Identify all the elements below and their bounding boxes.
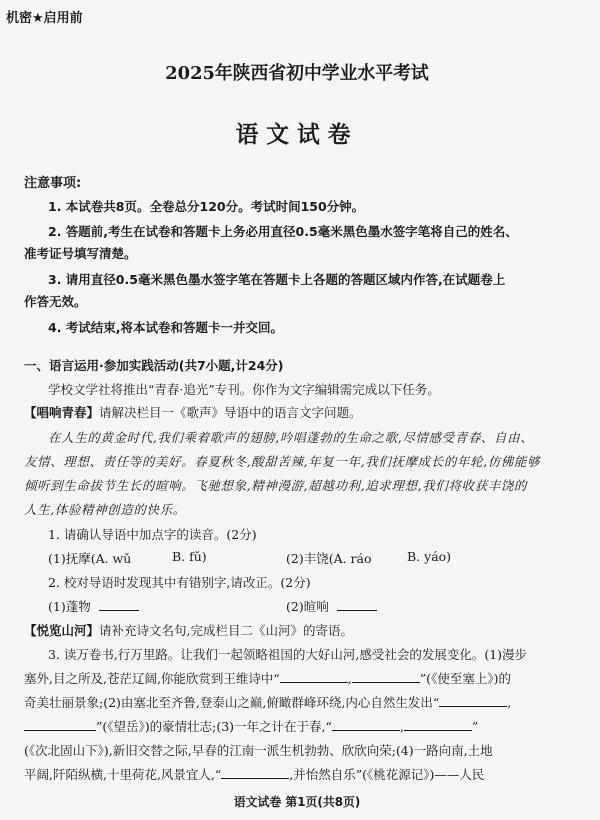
note-item: 1. 本试卷共8页。全卷总分120分。考试时间150分钟。 [48,199,365,214]
answer-blank[interactable] [221,766,289,779]
part-one-instruction [24,403,362,421]
part-two-tag: 【悦览山河】 [24,623,100,638]
question-3-line [24,669,511,687]
question-2-stem: 2. 校对导语时发现其中有错别字,请改正。(2分) [48,575,311,590]
answer-blank[interactable] [24,718,96,731]
q3-text: 塞外,目之所及,苍茫辽阔,你能欣赏到王维诗中“ [24,671,280,686]
note-item: 3. 请用直径0.5毫米黑色墨水签字笔在答题卡上各题的答题区域内作答,在试题卷上 [48,272,506,287]
question-1-option-a [48,549,131,567]
q3-text: , [507,695,512,710]
question-3-line [24,717,478,735]
q3-text: 奇美壮丽景象;(2)由塞北至齐鲁,登泰山之巅,俯瞰群峰环绕,内心自然生发出“ [24,695,440,710]
answer-blank[interactable] [404,718,472,731]
note-item: 准考证号填写清楚。 [24,246,137,261]
answer-blank[interactable] [280,670,348,683]
q3-text: ”(《望岳》)的豪情壮志;(3)一年之计在于春,“ [96,719,332,734]
option-a-label: (1)抚摩(A. wǔ [48,551,132,566]
passage-line: 倾听到生命拔节生长的暄响。飞驰想象,精神漫游,超越功利,追求理想,我们将收获丰饶的 [24,478,527,493]
notes-heading: 注意事项: [24,176,82,191]
part-one-tag: 【唱响青春】 [24,405,100,420]
passage-line: 在人生的黄金时代,我们乘着歌声的翅膀,吟唱蓬勃的生命之歌,尽情感受青春、自由、 [48,430,534,445]
answer-blank[interactable] [439,694,507,707]
q3-text: , [347,671,352,686]
q3-text: ” [471,719,479,734]
answer-blank[interactable] [337,598,377,611]
question-1-stem: 1. 请确认导语中加点字的读音。(2分) [48,527,257,542]
question-3-line [24,693,511,711]
item-a-label: (1)蓬物 [48,599,91,614]
exam-title: 2025年陕西省初中学业水平考试 [165,63,429,84]
paper-subtitle: 语文试卷 [235,121,359,148]
answer-blank[interactable] [352,670,420,683]
confidential-label: 机密★启用前 [6,11,83,26]
question-1-option-b: (2)丰饶(A. ráo [286,551,372,566]
q3-text: 平阔,阡陌纵横,十里荷花,风景宜人,“ [24,767,222,782]
answer-blank[interactable] [99,598,139,611]
part-one-text: 请解决栏目一《歌声》导语中的语言文字问题。 [99,405,362,420]
passage-line: 友情、理想、责任等的美好。春夏秋冬,酸甜苦辣,年复一年,我们抚摩成长的年轮,仿佛能够 [24,454,541,469]
question-2-item-b [286,597,377,615]
note-item: 2. 答题前,考生在试卷和答题卡上务必用直径0.5毫米黑色墨水签字笔将自己的姓名、 [48,224,518,239]
q3-text: ,并怡然自乐”(《桃花源记》)——人民 [289,767,485,782]
question-1-option-a-b: B. fǔ) [172,549,207,564]
question-3-line: 3. 读万卷书,行万里路。让我们一起领略祖国的大好山河,感受社会的发展变化。(1)漫步 [48,647,528,662]
note-item: 作答无效。 [24,294,87,309]
question-2-item-a [48,597,139,615]
question-1-option-b-b: B. yáo) [407,549,452,564]
item-b-label: (2)暄响 [286,599,329,614]
part-two-instruction [24,621,353,639]
page-footer: 语文试卷 第1页(共8页) [233,795,361,809]
question-3-line: (《次北固山下》),新旧交替之际,早春的江南一派生机勃勃、欣欣向荣;(4)一路向南,土地 [24,743,493,758]
answer-blank[interactable] [332,718,400,731]
part-two-text: 请补充诗文名句,完成栏目二《山河》的寄语。 [99,623,353,638]
q3-text: , [399,719,404,734]
passage-line: 人生,体验精神创造的快乐。 [24,502,186,517]
question-3-line [24,765,484,783]
section-intro: 学校文学社将推出“青春·追光”专刊。你作为文字编辑需完成以下任务。 [48,382,440,397]
section-heading: 一、语言运用·参加实践活动(共7小题,计24分) [24,358,284,373]
q3-text: ”(《使至塞上》)的 [419,671,511,686]
note-item: 4. 考试结束,将本试卷和答题卡一并交回。 [48,320,284,335]
